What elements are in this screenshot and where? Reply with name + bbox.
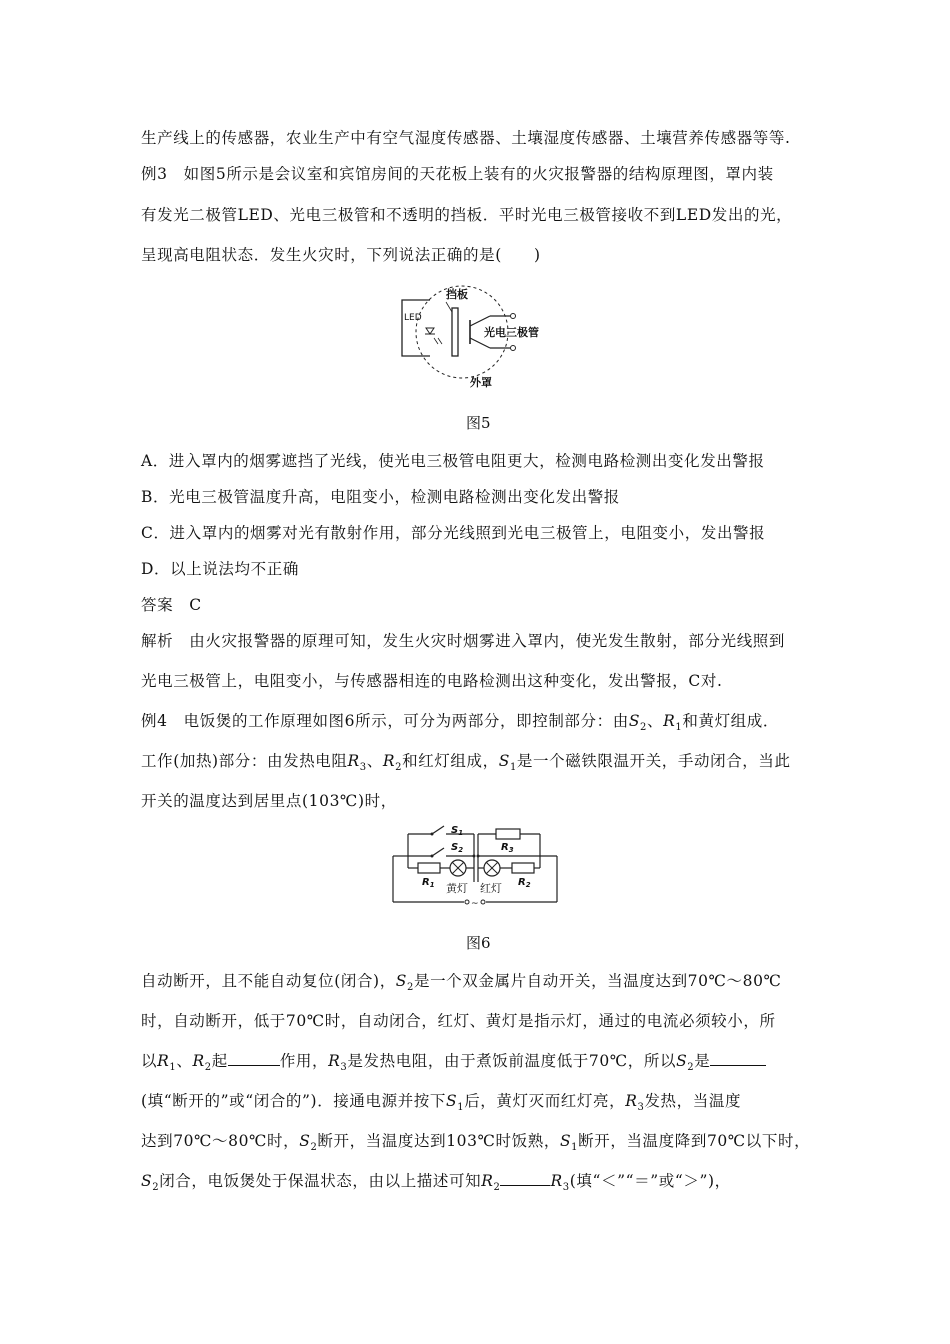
answer: 答案 C	[141, 596, 202, 614]
example3-line1: 例3 如图5所示是会议室和宾馆房间的天花板上装有的火灾报警器的结构原理图，罩内装	[141, 165, 774, 183]
figure6-caption: 图6	[466, 934, 491, 952]
option-b: B．光电三极管温度升高，电阻变小，检测电路检测出变化发出警报	[141, 488, 620, 506]
source-terminal-left	[465, 900, 469, 904]
continuation-line2: 时，自动断开，低于70℃时，自动闭合，红灯、黄灯是指示灯，通过的电流必须较小，所	[141, 1012, 776, 1030]
intro-line: 生产线上的传感器，农业生产中有空气湿度传感器、土壤湿度传感器、土壤营养传感器等等.	[141, 129, 791, 147]
continuation-line1: 自动断开，且不能自动复位(闭合)，$S_2$是一个双金属片自动开关，当温度达到70℃～80℃	[141, 972, 782, 994]
analysis-line2: 光电三极管上，电阻变小，与传感器相连的电路检测出这种变化，发出警报，C对.	[141, 672, 723, 690]
option-c: C．进入罩内的烟雾对光有散射作用，部分光线照到光电三极管上，电阻变小，发出警报	[141, 524, 766, 542]
r1-label: $R_1$	[422, 877, 435, 889]
switch-s1-blade	[432, 826, 444, 834]
resistor-r3	[496, 829, 520, 839]
s1-label: $S_1$	[451, 825, 464, 837]
continuation-line4: (填“断开的”或“闭合的”)．接通电源并按下$S_1$后，黄灯灭而红灯亮，$R_3$发热，当温度	[141, 1092, 742, 1114]
r2-label: $R_2$	[518, 877, 531, 889]
led-label: LED	[404, 313, 422, 323]
figure5-diagram	[394, 282, 564, 390]
s2-label: $S_2$	[451, 842, 464, 854]
example4-line2: 工作(加热)部分：由发热电阻$R_3$、$R_2$和红灯组成，$S_1$是一个磁铁限温开关，手动闭合，当此	[141, 752, 791, 774]
example4-line3: 开关的温度达到居里点(103℃)时，	[141, 792, 397, 810]
example3-line3: 呈现高电阻状态．发生火灾时，下列说法正确的是( )	[141, 246, 541, 264]
continuation-line6: $S_2$闭合，电饭煲处于保温状态，由以上描述可知$R_2$ $R_3$(填“＜”“＝”或“＞”)，	[141, 1172, 731, 1194]
red-lamp-label: 红灯	[480, 882, 502, 895]
option-d: D．以上说法均不正确	[141, 560, 299, 578]
analysis-line1: 解析 由火灾报警器的原理可知，发生火灾时烟雾进入罩内，使光发生散射，部分光线照到	[141, 632, 786, 650]
resistor-r1	[418, 863, 440, 873]
source-terminal-right	[481, 900, 485, 904]
terminal-top	[511, 314, 516, 319]
terminal-bottom	[511, 346, 516, 351]
resistor-r2	[512, 863, 534, 873]
continuation-line5: 达到70℃～80℃时，$S_2$断开，当温度达到103℃时饭熟，$S_1$断开，当温度降到70℃以下时，	[141, 1132, 811, 1154]
continuation-line3: 以$R_1$、$R_2$起 作用，$R_3$是发热电阻，由于煮饭前温度低于70℃，所以$S_2$是	[141, 1051, 766, 1078]
led-diode-icon	[426, 328, 434, 334]
figure5-caption: 图5	[466, 414, 491, 432]
example3-line2: 有发光二极管LED、光电三极管和不透明的挡板．平时光电三极管接收不到LED发出的光，	[141, 206, 793, 224]
cover-label: 外罩	[470, 376, 492, 389]
figure6-circuit	[388, 822, 562, 908]
r3-label: $R_3$	[501, 842, 514, 854]
baffle-label: 挡板	[446, 288, 468, 301]
yellow-lamp-label: 黄灯	[446, 882, 468, 895]
source-label: ~	[471, 899, 479, 908]
option-a: A．进入罩内的烟雾遮挡了光线，使光电三极管电阻更大，检测电路检测出变化发出警报	[141, 452, 765, 470]
switch-s2-blade	[432, 848, 444, 856]
phototransistor-label: 光电三极管	[484, 326, 539, 339]
blank-2	[710, 1051, 766, 1066]
blank-3	[500, 1171, 550, 1186]
blank-1	[228, 1051, 280, 1066]
example4-line1: 例4 电饭煲的工作原理如图6所示，可分为两部分，即控制部分：由$S_2$、$R_1$和黄灯组成．	[141, 712, 779, 734]
baffle-plate	[452, 308, 458, 356]
